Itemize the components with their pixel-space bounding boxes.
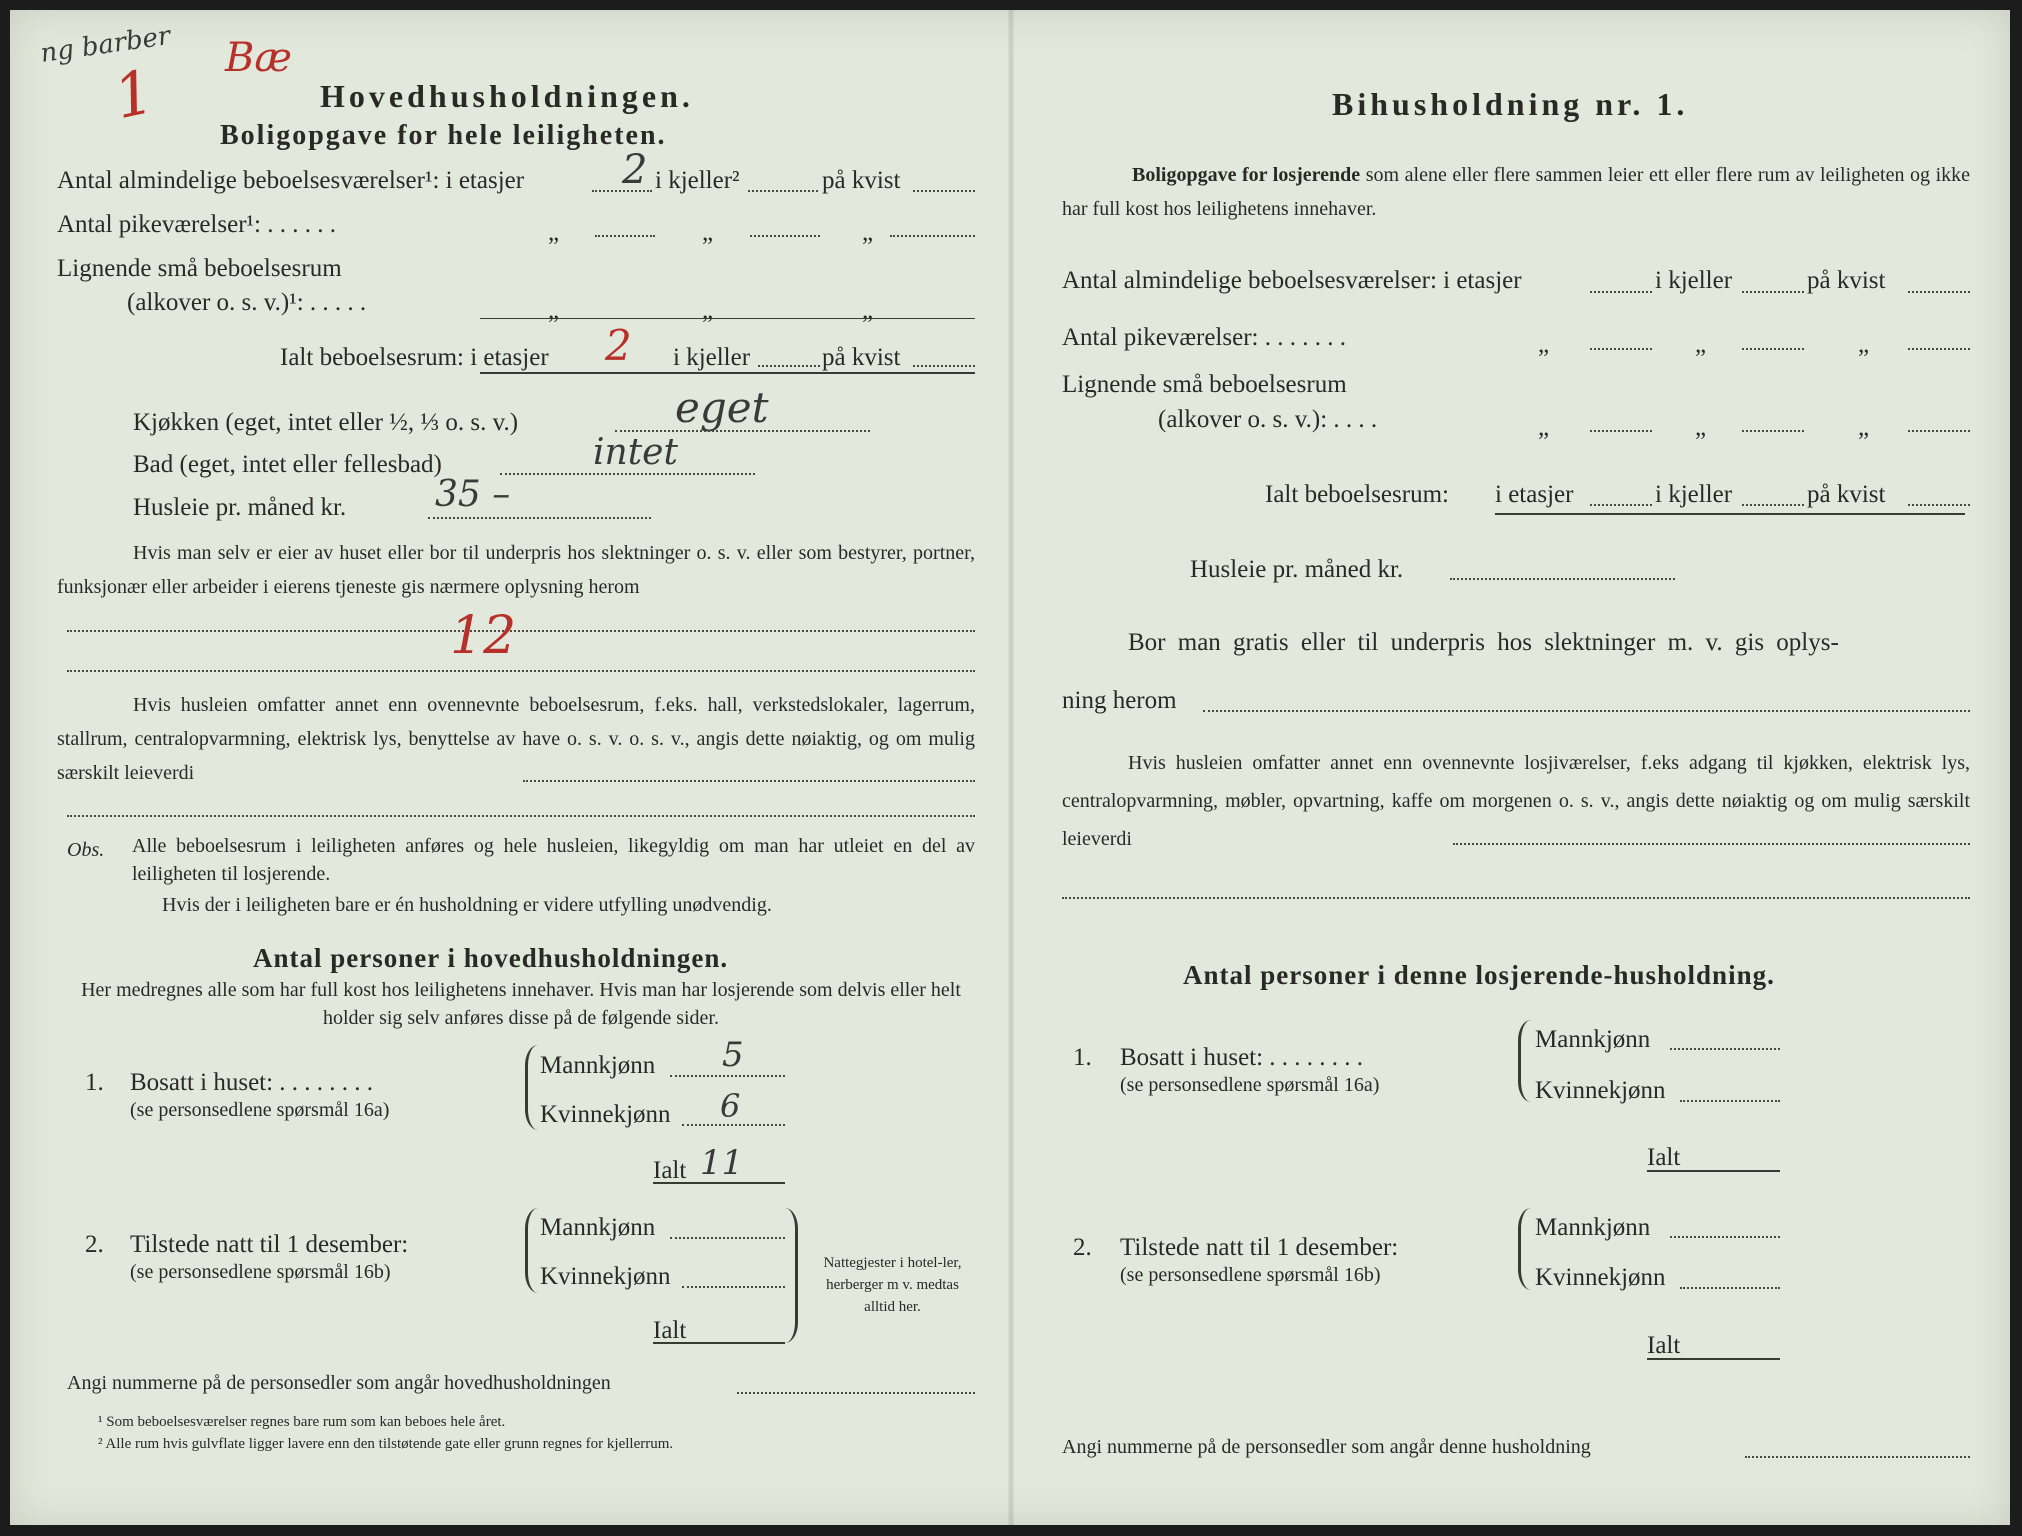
- persons-intro: Her medregnes alle som har full kost hos leilighetens innehaver. Hvis man har losjerende som delvis eller helt holder sig selv anføres disse på de følgende sider.: [81, 979, 961, 1029]
- obs-text: Alle beboelsesrum i leiligheten anføres og hele husleien, likegyldig om man har utleiet en del av leiligheten til losjerende.: [132, 835, 975, 885]
- ditto-mark: „: [1538, 331, 1550, 358]
- leieverdi-line[interactable]: [523, 780, 975, 782]
- q1-number: 1.: [85, 1069, 104, 1096]
- right-title: Bihusholdning nr. 1.: [1332, 86, 1689, 122]
- right-kjeller-label: i kjeller: [1655, 481, 1733, 508]
- paa-kvist-label: på kvist: [822, 344, 901, 371]
- nattegjester-note: Nattegjester i hotel-ler, herberger m v. medtas alltid her.: [823, 1255, 962, 1315]
- q1-mann-value[interactable]: 5: [722, 1035, 744, 1075]
- ditto-mark: „: [702, 219, 714, 246]
- right-q2-mann-line[interactable]: [1670, 1236, 1780, 1238]
- right-row-alkover: (alkover o. s. v.): . . . .: [1158, 406, 1378, 433]
- right-q1-ialt-label: Ialt: [1647, 1144, 1681, 1171]
- row-bad: Bad (eget, intet eller fellesbad): [133, 451, 442, 478]
- kjeller-label: i kjeller²: [655, 167, 740, 194]
- etasjer-value[interactable]: 2: [622, 147, 648, 193]
- ialt-kvist-line[interactable]: [913, 365, 975, 367]
- right-ialt-etasjer-line[interactable]: [1590, 504, 1652, 506]
- q1-kvinne-label: Kvinnekjønn: [540, 1101, 671, 1128]
- right-ialt-etasjer-label: i etasjer: [1495, 481, 1574, 508]
- q2-sub: (se personsedlene spørsmål 16b): [130, 1261, 391, 1283]
- right-q1-sub: (se personsedlene spørsmål 16a): [1120, 1074, 1380, 1096]
- row-pikevaerelser: Antal pikeværelser¹: . . . . . .: [57, 211, 336, 238]
- right-pike-etasjer-line[interactable]: [1590, 348, 1652, 350]
- q1-sub: (se personsedlene spørsmål 16a): [130, 1099, 390, 1121]
- right-alk-kjeller-line[interactable]: [1742, 430, 1804, 432]
- right-q1-kvinne-label: Kvinnekjønn: [1535, 1077, 1666, 1104]
- husleie-value[interactable]: 35 –: [435, 474, 511, 515]
- right-q2-ialt-line[interactable]: [1647, 1358, 1780, 1360]
- right-pike-kvist-line[interactable]: [1908, 348, 1970, 350]
- alkover-line[interactable]: [480, 318, 975, 319]
- ialt-rule: [480, 372, 975, 374]
- right-q2-kvinne-label: Kvinnekjønn: [1535, 1264, 1666, 1291]
- bad-line: [500, 473, 755, 475]
- q2-ialt-label: Ialt: [653, 1317, 687, 1344]
- right-kjeller-line[interactable]: [1742, 291, 1804, 293]
- right-q2-ialt-label: Ialt: [1647, 1332, 1681, 1359]
- q2-ialt-line[interactable]: [653, 1342, 785, 1344]
- right-q2-number: 2.: [1073, 1234, 1092, 1261]
- q1-ialt-label: Ialt: [653, 1157, 687, 1184]
- para-eier: Hvis man selv er eier av huset eller bor til underpris hos slektninger o. s. v. eller som bestyrer, portner, funksjonær eller arbeider i eierens tjeneste gis nærmere oplysning herom: [57, 542, 975, 598]
- q2-kvinne-line[interactable]: [682, 1286, 785, 1288]
- right-row-lignende: Lignende små beboelsesrum: [1062, 371, 1347, 398]
- right-q1-number: 1.: [1073, 1044, 1092, 1071]
- persons-title: Antal personer i hovedhusholdningen.: [253, 943, 729, 973]
- right-row-ialt: Ialt beboelsesrum:: [1265, 481, 1449, 508]
- right-q2-sub: (se personsedlene spørsmål 16b): [1120, 1264, 1381, 1286]
- husleie-line: [428, 517, 651, 519]
- row-antal-almindelige: Antal almindelige beboelsesværelser¹: i etasjer: [57, 167, 525, 194]
- q1-kvinne-line: [682, 1124, 785, 1126]
- right-row-husleie: Husleie pr. måned kr.: [1190, 556, 1404, 583]
- right-q1-mann-line[interactable]: [1670, 1048, 1780, 1050]
- right-gratis-line[interactable]: [1203, 710, 1970, 712]
- ditto-mark: „: [1695, 331, 1707, 358]
- kvist-line[interactable]: [913, 190, 975, 192]
- ialt-etasjer-value[interactable]: 2: [605, 321, 632, 370]
- right-q1-mann-label: Mannkjønn: [1535, 1026, 1651, 1053]
- ditto-mark: „: [1538, 414, 1550, 441]
- right-gratis-2: ning herom: [1062, 687, 1177, 714]
- q1-mann-line: [670, 1075, 785, 1077]
- right-kvist-line[interactable]: [1908, 291, 1970, 293]
- right-q1-kvinne-line[interactable]: [1680, 1100, 1780, 1102]
- right-q1-ialt-line[interactable]: [1647, 1170, 1780, 1172]
- right-alk-etasjer-line[interactable]: [1590, 430, 1652, 432]
- census-form-sheet: [10, 10, 2010, 1525]
- ditto-mark: „: [1858, 414, 1870, 441]
- row-ialt: Ialt beboelsesrum: i etasjer: [280, 344, 549, 371]
- bad-value[interactable]: intet: [593, 432, 678, 473]
- q1-label: Bosatt i huset: . . . . . . . .: [130, 1069, 374, 1096]
- q1-kvinne-value[interactable]: 6: [720, 1087, 741, 1125]
- left-angi-line[interactable]: [737, 1392, 975, 1394]
- right-angi: Angi nummerne på de personsedler som angår denne husholdning: [1062, 1436, 1591, 1458]
- q2-kvinne-label: Kvinnekjønn: [540, 1263, 671, 1290]
- paa-kvist-label: på kvist: [822, 167, 901, 194]
- ditto-mark: „: [702, 297, 714, 324]
- right-row-pike: Antal pikeværelser: . . . . . . .: [1062, 324, 1346, 351]
- kjokken-value[interactable]: eget: [675, 383, 769, 432]
- pike-kvist-line[interactable]: [890, 235, 975, 237]
- pike-etasjer-line[interactable]: [595, 235, 655, 237]
- para-omfatter: Hvis husleien omfatter annet enn ovennevnte beboelsesrum, f.eks. hall, verkstedslokaler, lagerrum, stallrum, centralopvarmning, elektrisk lys, benyttelse av have o. s. v. o. s. v., angis dette nøiaktig, og om mulig særskilt leieverdi: [57, 694, 975, 784]
- row-husleie: Husleie pr. måned kr.: [133, 494, 347, 521]
- leieverdi-line-2[interactable]: [67, 815, 975, 817]
- right-q1-label: Bosatt i huset: . . . . . . . .: [1120, 1044, 1364, 1071]
- right-intro-bold: Boligopgave for losjerende: [1132, 164, 1361, 186]
- left-subtitle: Boligopgave for hele leiligheten.: [220, 120, 667, 151]
- q1-ialt-value[interactable]: 11: [700, 1143, 744, 1183]
- q2-number: 2.: [85, 1231, 104, 1258]
- kjeller-line[interactable]: [748, 190, 818, 192]
- right-q1-brace: [1518, 1020, 1531, 1102]
- ditto-mark: „: [1858, 331, 1870, 358]
- margin-note: ng barber: [38, 21, 173, 69]
- right-kjeller-label: i kjeller: [1655, 267, 1733, 294]
- right-kvist-label: på kvist: [1807, 267, 1886, 294]
- right-pike-kjeller-line[interactable]: [1742, 348, 1804, 350]
- right-husleie-line[interactable]: [1450, 578, 1675, 580]
- obs-text-2: Hvis der i leiligheten bare er én husholdning er videre utfylling unødvendig.: [162, 894, 772, 916]
- footnote-2: ² Alle rum hvis gulvflate ligger lavere enn den tilstøtende gate eller grunn regnes for kjellerrum.: [98, 1436, 674, 1452]
- eier-line-2[interactable]: [67, 670, 975, 672]
- right-leieverdi-line[interactable]: [1453, 843, 1970, 845]
- right-persons-title: Antal personer i denne losjerende-husholdning.: [1183, 960, 1775, 990]
- q1-mann-label: Mannkjønn: [540, 1052, 656, 1079]
- pike-kjeller-line[interactable]: [750, 235, 820, 237]
- right-alk-kvist-line[interactable]: [1908, 430, 1970, 432]
- red-code: 12: [450, 606, 517, 666]
- right-q2-kvinne-line[interactable]: [1680, 1287, 1780, 1289]
- right-q2-label: Tilstede natt til 1 desember:: [1120, 1234, 1399, 1261]
- right-ialt-kjeller-line[interactable]: [1742, 504, 1804, 506]
- left-title: Hovedhusholdningen.: [320, 78, 694, 114]
- obs-label: Obs.: [67, 839, 105, 861]
- right-kvist-label: på kvist: [1807, 481, 1886, 508]
- q2-brace: [525, 1208, 538, 1293]
- q2-right-brace: [785, 1208, 798, 1343]
- ditto-mark: „: [862, 297, 874, 324]
- right-para-omfatter: Hvis husleien omfatter annet enn ovennevnte losjiværelser, f.eks adgang til kjøkken, elektrisk lys, centralopvarmning, møbler, opvartning, kaffe om morgenen o. s. v., angis dette nøiaktig og om mulig særskilt leieverdi: [1062, 752, 1970, 850]
- right-angi-line[interactable]: [1745, 1456, 1970, 1458]
- right-row-antal: Antal almindelige beboelsesværelser: i etasjer: [1062, 267, 1522, 294]
- q1-brace: [525, 1045, 538, 1130]
- right-leieverdi-line-2[interactable]: [1062, 897, 1970, 899]
- ditto-mark: „: [1695, 414, 1707, 441]
- right-ialt-rule: [1495, 513, 1965, 515]
- q2-mann-label: Mannkjønn: [540, 1214, 656, 1241]
- right-ialt-kvist-line[interactable]: [1908, 504, 1970, 506]
- page-fold: [1008, 10, 1014, 1525]
- red-number: 1: [108, 56, 161, 134]
- ditto-mark: „: [862, 219, 874, 246]
- row-kjokken: Kjøkken (eget, intet eller ½, ⅓ o. s. v.): [133, 409, 519, 436]
- eier-line-1[interactable]: [67, 630, 975, 632]
- right-intro: [1062, 158, 1970, 226]
- ditto-mark: „: [548, 219, 560, 246]
- red-mark: Bæ: [225, 35, 292, 81]
- right-q2-brace: [1518, 1208, 1531, 1290]
- kjeller-label: i kjeller: [673, 344, 751, 371]
- q2-label: Tilstede natt til 1 desember:: [130, 1231, 409, 1258]
- row-lignende: Lignende små beboelsesrum: [57, 255, 342, 282]
- right-intro-rest: som alene eller flere sammen leier ett eller flere rum av leiligheten og ikke har full kost hos leilighetens innehaver.: [1062, 164, 1971, 220]
- row-alkover: (alkover o. s. v.)¹: . . . . .: [127, 289, 367, 316]
- q2-mann-line[interactable]: [670, 1237, 785, 1239]
- left-angi: Angi nummerne på de personsedler som angår hovedhusholdningen: [67, 1372, 611, 1394]
- right-etasjer-line[interactable]: [1590, 291, 1652, 293]
- q1-ialt-line: [653, 1182, 785, 1184]
- right-gratis-1: Bor man gratis eller til underpris hos slektninger m. v. gis oplys-: [1128, 629, 1839, 656]
- ialt-kjeller-line[interactable]: [758, 365, 820, 367]
- footnote-1: ¹ Som beboelsesværelser regnes bare rum som kan beboes hele året.: [98, 1414, 506, 1430]
- right-q2-mann-label: Mannkjønn: [1535, 1214, 1651, 1241]
- ditto-mark: „: [548, 297, 560, 324]
